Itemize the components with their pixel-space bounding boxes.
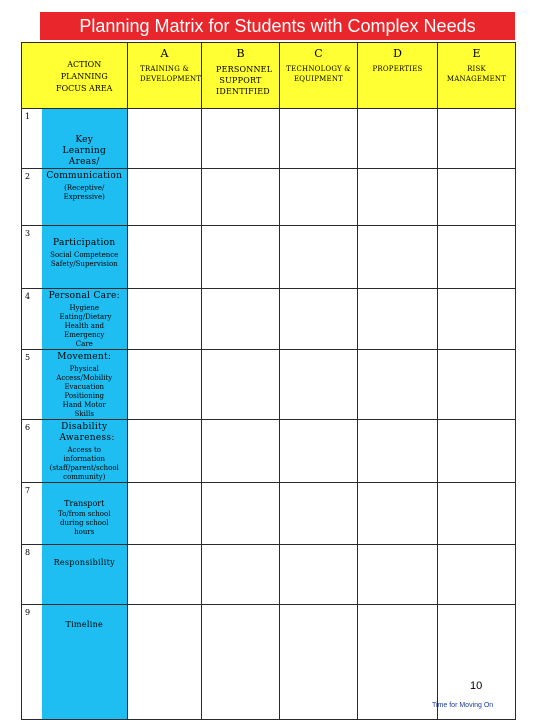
focus-area-detail: Access to information (staff/parent/school community): [49, 446, 119, 481]
matrix-cell-e[interactable]: [438, 226, 516, 289]
focus-area-title: Transport: [64, 499, 105, 508]
matrix-cell-c[interactable]: [280, 226, 358, 289]
column-b-letter: B: [236, 47, 245, 60]
matrix-cell-a[interactable]: [128, 483, 202, 545]
matrix-cell-e[interactable]: [438, 169, 516, 226]
focus-area-title: Movement:: [57, 352, 112, 362]
matrix-cell-e[interactable]: [438, 109, 516, 169]
row-number: 7: [22, 483, 42, 545]
column-d-header: [358, 43, 438, 109]
focus-area-cell: [42, 350, 128, 420]
matrix-cell-c[interactable]: [280, 483, 358, 545]
matrix-cell-e[interactable]: [438, 545, 516, 605]
matrix-cell-d[interactable]: [358, 109, 438, 169]
row-number: 4: [22, 289, 42, 350]
matrix-row-3: [22, 226, 516, 289]
matrix-cell-c[interactable]: [280, 420, 358, 483]
matrix-cell-a[interactable]: [128, 169, 202, 226]
matrix-cell-a[interactable]: [128, 109, 202, 169]
header-row: [22, 43, 516, 109]
focus-area-title: Timeline: [65, 620, 104, 629]
matrix-cell-d[interactable]: [358, 483, 438, 545]
focus-area-cell: [42, 289, 128, 350]
focus-area-cell: [42, 169, 128, 226]
row-number: 5: [22, 350, 42, 420]
column-c-header: [280, 43, 358, 109]
matrix-cell-b[interactable]: [202, 226, 280, 289]
matrix-cell-b[interactable]: [202, 420, 280, 483]
matrix-row-7: [22, 483, 516, 545]
row-number: 6: [22, 420, 42, 483]
focus-area-header: [42, 43, 128, 109]
row-number: 8: [22, 545, 42, 605]
column-b-label: PERSONNEL SUPPORT IDENTIFIED: [216, 65, 273, 96]
column-b-header: [202, 43, 280, 109]
matrix-cell-c[interactable]: [280, 350, 358, 420]
matrix-cell-b[interactable]: [202, 109, 280, 169]
matrix-cell-a[interactable]: [128, 605, 202, 720]
matrix-cell-a[interactable]: [128, 226, 202, 289]
row-number: 2: [22, 169, 42, 226]
focus-area-detail: (Receptive/ Expressive): [63, 184, 105, 201]
focus-area-detail: Hygiene Eating/Dietary Health and Emergency Care: [59, 304, 112, 348]
matrix-cell-b[interactable]: [202, 605, 280, 720]
matrix-cell-d[interactable]: [358, 226, 438, 289]
column-e-letter: E: [472, 47, 481, 60]
focus-area-detail: Physical Access/Mobility Evacuation Positioning Hand Motor Skills: [56, 365, 113, 418]
column-e-header: [438, 43, 516, 109]
page-number: 10: [470, 680, 483, 692]
focus-area-cell: [42, 483, 128, 545]
matrix-cell-d[interactable]: [358, 169, 438, 226]
focus-area-title: Communication: [46, 171, 123, 181]
matrix-cell-b[interactable]: [202, 169, 280, 226]
matrix-cell-d[interactable]: [358, 605, 438, 720]
column-a-letter: A: [160, 47, 169, 60]
matrix-row-5: [22, 350, 516, 420]
matrix-cell-e[interactable]: [438, 483, 516, 545]
matrix-cell-b[interactable]: [202, 289, 280, 350]
focus-area-cell: [42, 545, 128, 605]
column-a-label: TRAINING & DEVELOPMENT: [140, 65, 202, 83]
column-c-letter: C: [314, 47, 323, 60]
matrix-cell-b[interactable]: [202, 483, 280, 545]
matrix-cell-c[interactable]: [280, 289, 358, 350]
focus-area-cell: [42, 226, 128, 289]
focus-area-detail: Social Competence Safety/Supervision: [50, 251, 119, 268]
focus-area-title: Disability Awareness:: [59, 422, 115, 443]
matrix-cell-c[interactable]: [280, 109, 358, 169]
focus-area-detail: To/from school during school hours: [58, 510, 111, 536]
header-blank-cell: [22, 43, 42, 109]
row-number: 9: [22, 605, 42, 720]
focus-area-cell: [42, 605, 128, 720]
planning-matrix-table: [21, 42, 516, 720]
matrix-cell-d[interactable]: [358, 420, 438, 483]
matrix-cell-d[interactable]: [358, 350, 438, 420]
focus-area-label: ACTION PLANNING FOCUS AREA: [56, 60, 113, 93]
column-a-header: [128, 43, 202, 109]
matrix-cell-c[interactable]: [280, 605, 358, 720]
matrix-cell-e[interactable]: [438, 420, 516, 483]
row-number: 1: [22, 109, 42, 169]
focus-area-cell: [42, 420, 128, 483]
focus-area-title: Responsibility: [53, 558, 115, 567]
matrix-row-2: [22, 169, 516, 226]
matrix-cell-b[interactable]: [202, 545, 280, 605]
row-number: 3: [22, 226, 42, 289]
matrix-row-1: [22, 109, 516, 169]
page-title: Planning Matrix for Students with Complex Needs: [40, 12, 515, 40]
focus-area-title: Key Learning Areas/: [62, 135, 107, 167]
focus-area-cell: [42, 109, 128, 169]
matrix-row-6: [22, 420, 516, 483]
focus-area-title: Personal Care:: [48, 291, 120, 301]
footer-text: Time for Moving On: [432, 702, 494, 709]
matrix-cell-a[interactable]: [128, 545, 202, 605]
matrix-cell-e[interactable]: [438, 350, 516, 420]
matrix-cell-d[interactable]: [358, 289, 438, 350]
column-d-label: PROPERTIES: [372, 65, 423, 73]
focus-area-title: Participation: [53, 238, 116, 248]
matrix-cell-e[interactable]: [438, 289, 516, 350]
matrix-cell-a[interactable]: [128, 289, 202, 350]
matrix-cell-c[interactable]: [280, 545, 358, 605]
matrix-cell-a[interactable]: [128, 350, 202, 420]
matrix-cell-c[interactable]: [280, 169, 358, 226]
matrix-cell-b[interactable]: [202, 350, 280, 420]
matrix-row-4: [22, 289, 516, 350]
column-e-label: RISK MANAGEMENT: [446, 65, 507, 83]
column-d-letter: D: [393, 47, 402, 60]
column-c-label: TECHNOLOGY & EQUIPMENT: [286, 65, 351, 83]
matrix-cell-d[interactable]: [358, 545, 438, 605]
matrix-cell-a[interactable]: [128, 420, 202, 483]
matrix-row-8: [22, 545, 516, 605]
